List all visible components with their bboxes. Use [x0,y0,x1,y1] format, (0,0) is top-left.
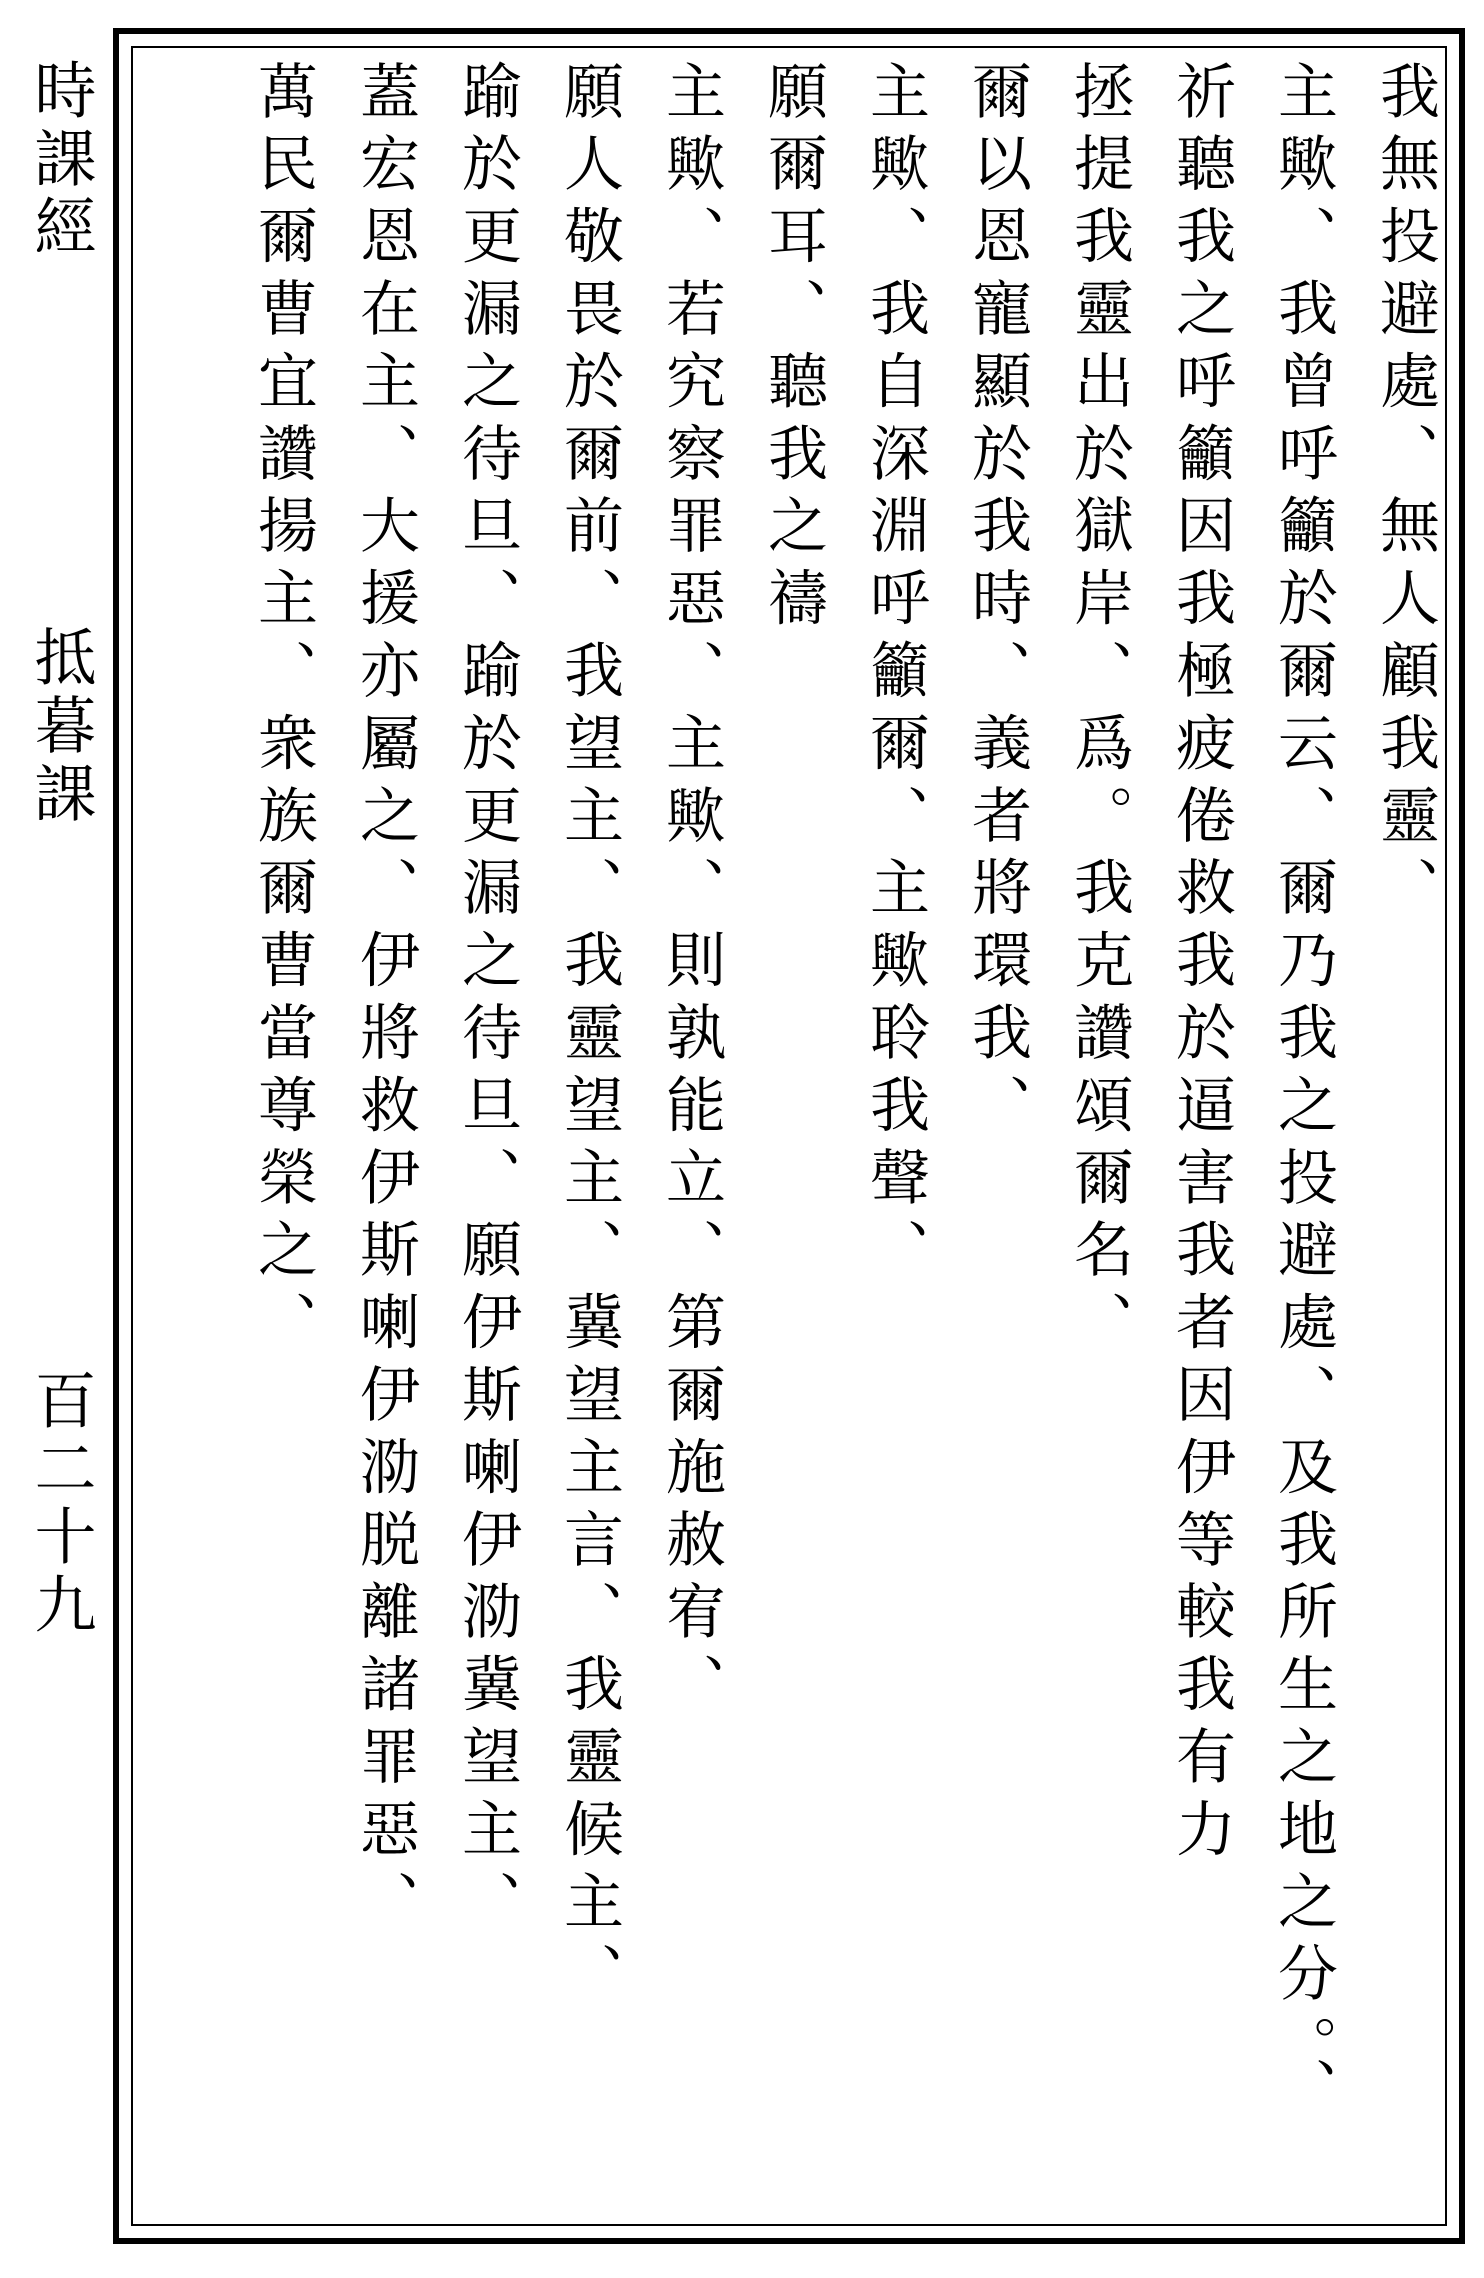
text-block [232,60,1456,2140]
page-number: 百二十九 [24,1368,97,1640]
text-line: 踰於更漏之待旦、踰於更漏之待旦、願伊斯喇伊泐冀望主、 [452,60,522,1943]
section-title: 抵暮課 [24,625,97,829]
text-line: 萬民爾曹宜讚揚主、衆族爾曹當尊榮之、 [248,60,318,1364]
text-line: 拯提我靈出於獄岸、爲。我克讚頌爾名、 [1064,60,1134,1364]
text-line: 祈聽我之呼籲因我極疲倦救我於逼害我者因伊等較我有力 [1166,60,1236,1870]
text-line: 主歟、若究察罪惡、主歟、則孰能立、第爾施赦宥、 [656,60,726,1726]
text-line: 爾以恩寵顯於我時、義者將環我、 [962,60,1032,1146]
text-line: 我無投避處、無人顧我靈、 [1370,60,1440,929]
text-line: 願人敬畏於爾前、我望主、我靈望主、冀望主言、我靈候主、 [554,60,624,2015]
page-margin [0,0,115,2278]
book-title: 時課經 [24,58,97,262]
text-line: 主歟、我自深淵呼籲爾、主歟聆我聲、 [860,60,930,1291]
text-line: 蓋宏恩在主、大援亦屬之、伊將救伊斯喇伊泐脱離諸罪惡、 [350,60,420,1943]
text-line: 願爾耳、聽我之禱 [758,60,828,640]
text-line: 主歟、我曾呼籲於爾云、爾乃我之投避處、及我所生之地之分。、 [1268,60,1338,2130]
